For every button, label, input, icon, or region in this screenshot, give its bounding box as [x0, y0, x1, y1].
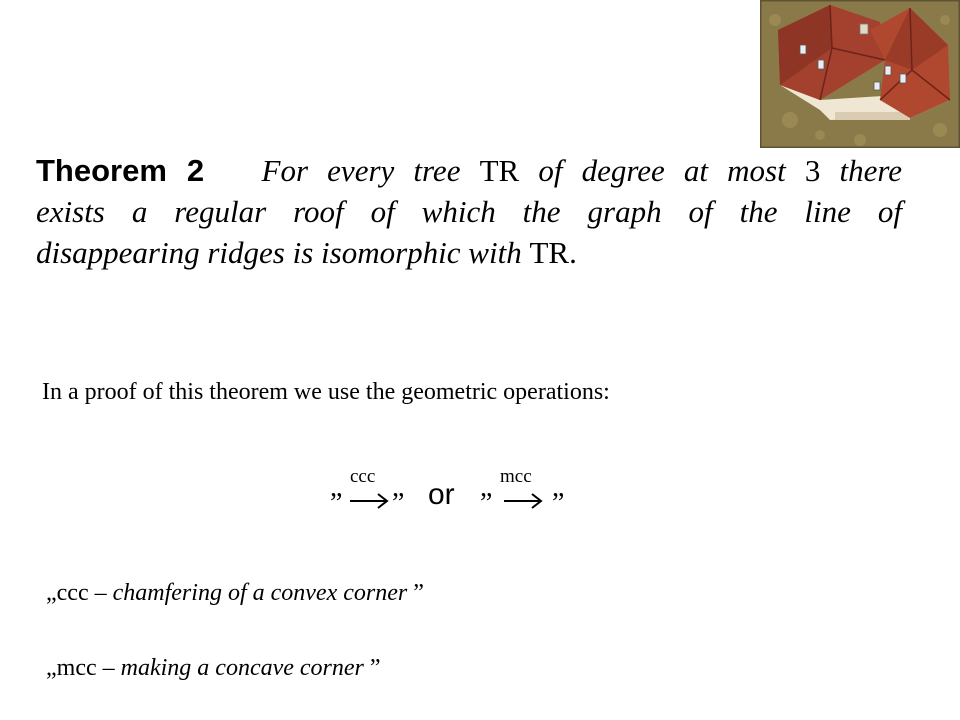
theorem-line-3 [36, 232, 902, 273]
right-arrow-icon [502, 492, 544, 510]
definition-abbr: mcc [56, 655, 97, 681]
theorem-text-3a: disappearing ridges is isomorphic with [36, 235, 530, 270]
theorem-text-1c: there [820, 153, 903, 188]
theorem-statement [36, 150, 902, 273]
tree-symbol-2: TR [529, 235, 570, 270]
theorem-line-2: exists a regular roof of which the graph of the line of [36, 194, 902, 229]
definition-close-quote: ” [363, 655, 381, 681]
definition-dash: – [96, 655, 121, 681]
op-label-mcc: mcc [500, 466, 532, 487]
roof-model-photo [760, 0, 960, 148]
operations-formula [330, 464, 580, 524]
definition-abbr: ccc [56, 580, 89, 606]
definition-meaning: making a concave corner [120, 655, 364, 681]
theorem-line-1 [36, 150, 902, 191]
open-quote-2: „ [480, 472, 493, 503]
theorem-period: . [569, 235, 577, 270]
definition-open-quote: „ [46, 655, 57, 681]
open-quote-1: „ [330, 472, 343, 503]
definition-ccc [46, 580, 424, 607]
definition-close-quote: ” [407, 580, 424, 606]
definition-meaning: chamfering of a convex corner [112, 580, 408, 606]
definition-open-quote: „ [46, 580, 57, 606]
definition-mcc [46, 655, 381, 682]
intro-sentence: In a proof of this theorem we use the geometric operations: [42, 379, 610, 405]
op-label-ccc: ccc [350, 466, 376, 487]
or-word: or [428, 478, 455, 511]
theorem-text-1a: For every tree [261, 153, 480, 188]
theorem-text-1b: of degree at most [519, 153, 805, 188]
close-quote-1: „ [392, 472, 405, 503]
right-arrow-icon [348, 492, 390, 510]
degree-number: 3 [804, 153, 821, 188]
tree-symbol: TR [479, 153, 520, 188]
definition-dash: – [88, 580, 113, 606]
theorem-label: Theorem 2 [36, 153, 205, 188]
close-quote-2: „ [552, 472, 565, 503]
